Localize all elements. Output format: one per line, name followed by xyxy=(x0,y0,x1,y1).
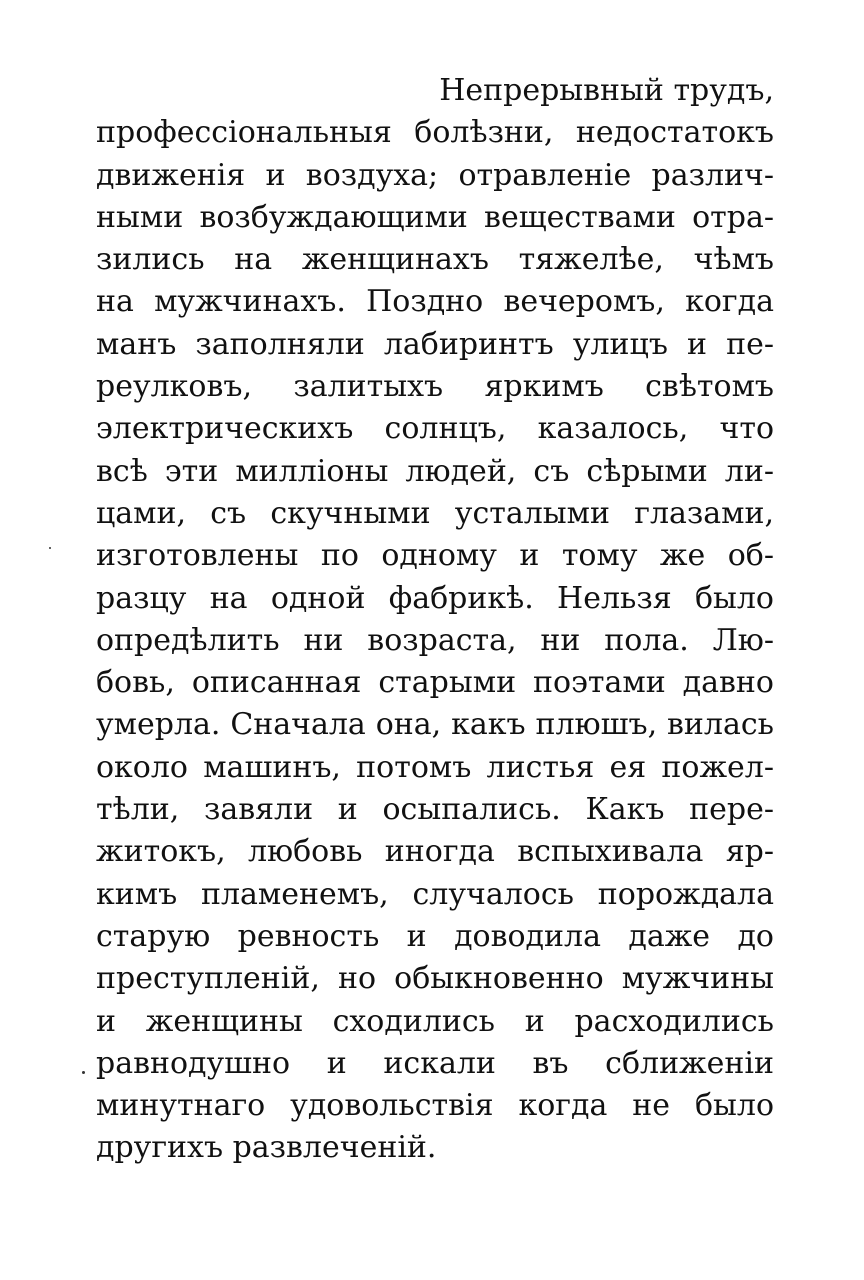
text-line: электрическихъ солнцъ, казалось, что xyxy=(96,411,774,447)
text-line: и женщины сходились и расходились xyxy=(96,1003,774,1039)
text-line: опредѣлить ни возраста, ни пола. Лю- xyxy=(96,622,774,658)
text-line: равнодушно и искали въ сближеніи xyxy=(96,1045,774,1081)
text-line: Непрерывный трудъ, xyxy=(439,73,774,108)
text-line: преступленій, но обыкновенно мужчины xyxy=(96,961,774,997)
text-line: движенія и воздуха; отравленіе различ- xyxy=(96,157,774,193)
text-line: цами, съ скучными усталыми глазами, xyxy=(96,495,774,531)
text-line: около машинъ, потомъ листья ея пожел- xyxy=(96,749,774,785)
text-line: житокъ, любовь иногда вспыхивала яр- xyxy=(96,834,774,870)
paragraph xyxy=(96,70,774,1170)
text-line: кимъ пламенемъ, случалось порождала xyxy=(96,876,774,912)
text-line: умерла. Сначала она, какъ плюшъ, вилась xyxy=(96,707,774,743)
text-line: профессіональныя болѣзни, недостатокъ xyxy=(96,115,774,151)
text-line: другихъ развлеченій. xyxy=(96,1130,437,1166)
text-line: ными возбуждающими веществами отра- xyxy=(96,199,774,235)
text-line: манъ заполняли лабиринтъ улицъ и пе- xyxy=(96,326,774,362)
text-line: зились на женщинахъ тяжелѣе, чѣмъ xyxy=(96,242,774,278)
text-line: бовь, описанная старыми поэтами давно xyxy=(96,665,774,701)
text-line: изготовлены по одному и тому же об- xyxy=(96,538,774,574)
text-line: на мужчинахъ. Поздно вечеромъ, когда xyxy=(96,284,774,320)
text-line: всѣ эти милліоны людей, съ сѣрыми ли- xyxy=(96,453,774,489)
ink-speck xyxy=(49,547,51,549)
text-line: минутнаго удовольствія когда не было xyxy=(96,1088,774,1124)
text-line: тѣли, завяли и осыпались. Какъ пере- xyxy=(96,792,774,828)
text-line: старую ревность и доводила даже до xyxy=(96,918,774,954)
text-line: реулковъ, залитыхъ яркимъ свѣтомъ xyxy=(96,369,774,405)
text-line: разцу на одной фабрикѣ. Нельзя было xyxy=(96,580,774,616)
ink-speck xyxy=(82,1071,85,1074)
